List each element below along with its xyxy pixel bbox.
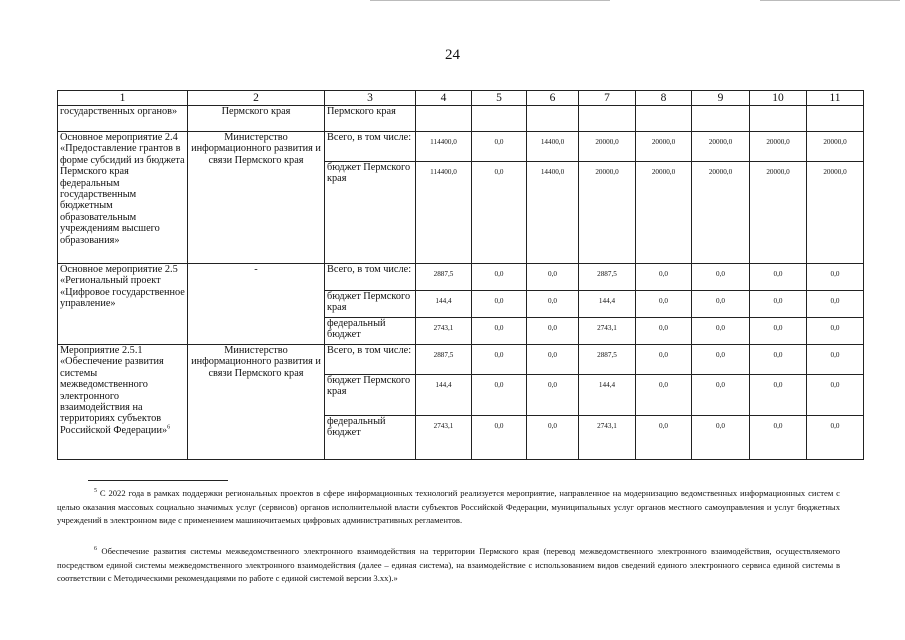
- funding-source-cell: бюджет Пермского края: [325, 375, 416, 416]
- value-cell: [750, 106, 807, 132]
- value-cell: 0,0: [636, 264, 692, 291]
- value-cell: 14400,0: [527, 162, 579, 264]
- value-cell: 20000,0: [636, 132, 692, 162]
- scan-edge-line: [760, 0, 900, 1]
- value-cell: 0,0: [807, 291, 864, 318]
- value-cell: 0,0: [527, 318, 579, 345]
- value-cell: 2887,5: [416, 345, 472, 375]
- value-cell: 144,4: [579, 291, 636, 318]
- value-cell: 0,0: [692, 264, 750, 291]
- value-cell: 0,0: [527, 416, 579, 460]
- value-cell: 20000,0: [579, 162, 636, 264]
- value-cell: 20000,0: [692, 162, 750, 264]
- column-number: 9: [692, 91, 750, 106]
- value-cell: 20000,0: [807, 132, 864, 162]
- value-cell: 0,0: [750, 264, 807, 291]
- value-cell: 0,0: [750, 375, 807, 416]
- value-cell: 144,4: [579, 375, 636, 416]
- footnote-mark: 6: [94, 546, 97, 553]
- footnote-separator: [88, 480, 228, 481]
- value-cell: [472, 106, 527, 132]
- value-cell: 2743,1: [579, 416, 636, 460]
- table-row: [58, 106, 864, 132]
- value-cell: 0,0: [636, 345, 692, 375]
- value-cell: 20000,0: [807, 162, 864, 264]
- column-number: 7: [579, 91, 636, 106]
- value-cell: [579, 106, 636, 132]
- funding-source-cell: бюджет Пермского края: [325, 162, 416, 264]
- value-cell: [692, 106, 750, 132]
- value-cell: 0,0: [636, 291, 692, 318]
- column-number: 11: [807, 91, 864, 106]
- value-cell: 0,0: [750, 345, 807, 375]
- value-cell: 2887,5: [416, 264, 472, 291]
- value-cell: 0,0: [692, 318, 750, 345]
- measure-name-cell: [58, 132, 188, 264]
- value-cell: 0,0: [472, 162, 527, 264]
- responsible-cell: Министерство информационного развития и связи Пермского края: [188, 345, 325, 460]
- value-cell: 0,0: [750, 416, 807, 460]
- scan-edge-line: [370, 0, 610, 1]
- column-number: 6: [527, 91, 579, 106]
- measure-name: Основное мероприятие 2.5 «Региональный проект «Цифровое государственное управление»: [60, 264, 185, 310]
- footnote-mark: 5: [94, 488, 97, 495]
- value-cell: 20000,0: [579, 132, 636, 162]
- footnote-text: С 2022 года в рамках поддержки региональных проектов в сфере информационных технологий реализуется мероприятие, направленное на модернизацию ведомственных информационных систем с целью оказания массовых социально значимых услуг (сервисов) органов исполнительной власти субъектов Российской Федерации, муниципальных услуг органов местного самоуправления и услуг бюджетных учреждений в электронном виде с применением машиночитаемых цифровых административных регламентов.: [57, 488, 840, 526]
- value-cell: 0,0: [636, 375, 692, 416]
- measure-name-cell: [58, 345, 188, 460]
- value-cell: 144,4: [416, 375, 472, 416]
- value-cell: 0,0: [750, 291, 807, 318]
- value-cell: [527, 106, 579, 132]
- value-cell: [416, 106, 472, 132]
- value-cell: 14400,0: [527, 132, 579, 162]
- value-cell: 0,0: [472, 318, 527, 345]
- value-cell: 0,0: [692, 345, 750, 375]
- value-cell: 20000,0: [636, 162, 692, 264]
- table-row: [58, 264, 864, 291]
- value-cell: 114400,0: [416, 162, 472, 264]
- value-cell: 2743,1: [416, 416, 472, 460]
- value-cell: 114400,0: [416, 132, 472, 162]
- funding-source-cell: Всего, в том числе:: [325, 264, 416, 291]
- value-cell: 0,0: [472, 264, 527, 291]
- column-number: 1: [58, 91, 188, 106]
- table-header-row: [58, 91, 864, 106]
- column-number: 10: [750, 91, 807, 106]
- responsible-cell: Пермского края: [188, 106, 325, 132]
- funding-source-cell: Всего, в том числе:: [325, 345, 416, 375]
- value-cell: 0,0: [472, 132, 527, 162]
- value-cell: 0,0: [472, 375, 527, 416]
- program-funding-table: [57, 90, 864, 460]
- column-number: 2: [188, 91, 325, 106]
- table-row: [58, 132, 864, 162]
- responsible-cell: Министерство информационного развития и связи Пермского края: [188, 132, 325, 264]
- footnote-mark: 6: [167, 424, 171, 431]
- value-cell: 0,0: [636, 416, 692, 460]
- value-cell: 20000,0: [692, 132, 750, 162]
- value-cell: 0,0: [527, 345, 579, 375]
- value-cell: 0,0: [807, 318, 864, 345]
- footnote: [57, 545, 840, 586]
- value-cell: 0,0: [636, 318, 692, 345]
- column-number: 3: [325, 91, 416, 106]
- funding-source-cell: бюджет Пермского края: [325, 291, 416, 318]
- value-cell: 2887,5: [579, 264, 636, 291]
- column-number: 8: [636, 91, 692, 106]
- column-number: 4: [416, 91, 472, 106]
- value-cell: 0,0: [692, 291, 750, 318]
- footnote: [57, 487, 840, 528]
- funding-source-cell: Всего, в том числе:: [325, 132, 416, 162]
- value-cell: 0,0: [807, 416, 864, 460]
- value-cell: [636, 106, 692, 132]
- value-cell: [807, 106, 864, 132]
- funding-source-cell: федеральный бюджет: [325, 318, 416, 345]
- column-number: 5: [472, 91, 527, 106]
- measure-name: Мероприятие 2.5.1 «Обеспечение развития системы межведомственного электронного взаимодействия на территориях субъектов Российской Федерации»: [60, 345, 168, 436]
- value-cell: 20000,0: [750, 162, 807, 264]
- value-cell: 0,0: [472, 291, 527, 318]
- measure-name-cell: [58, 264, 188, 345]
- page-number: 24: [445, 47, 460, 63]
- measure-name-cell: государственных органов»: [58, 106, 188, 132]
- value-cell: 0,0: [692, 416, 750, 460]
- value-cell: 0,0: [527, 291, 579, 318]
- measure-name: Основное мероприятие 2.4 «Предоставление грантов в форме субсидий из бюджета Пермского края федеральным государственным бюджетным образовательным учреждениям высшего образования»: [60, 132, 185, 246]
- value-cell: 2887,5: [579, 345, 636, 375]
- value-cell: 0,0: [472, 345, 527, 375]
- responsible-cell: -: [188, 264, 325, 345]
- value-cell: 0,0: [807, 375, 864, 416]
- value-cell: 2743,1: [579, 318, 636, 345]
- value-cell: 0,0: [472, 416, 527, 460]
- value-cell: 0,0: [807, 345, 864, 375]
- funding-source-cell: федеральный бюджет: [325, 416, 416, 460]
- table-row: [58, 345, 864, 375]
- value-cell: 0,0: [527, 264, 579, 291]
- footnote-text: Обеспечение развития системы межведомственного электронного взаимодействия на территории Пермского края (перевод межведомственного электронного взаимодействия, осуществляемого посредством единой системы межведомственного электронного взаимодействия (далее – единая система), на взаимодействие с использованием видов сведений единого электронного сервиса единой системы в соответствии с Методическими рекомендациями по работе с единой системой версии 3.хх).»: [57, 546, 840, 584]
- value-cell: 0,0: [807, 264, 864, 291]
- value-cell: 0,0: [692, 375, 750, 416]
- value-cell: 2743,1: [416, 318, 472, 345]
- value-cell: 20000,0: [750, 132, 807, 162]
- value-cell: 0,0: [750, 318, 807, 345]
- value-cell: 144,4: [416, 291, 472, 318]
- funding-source-cell: Пермского края: [325, 106, 416, 132]
- value-cell: 0,0: [527, 375, 579, 416]
